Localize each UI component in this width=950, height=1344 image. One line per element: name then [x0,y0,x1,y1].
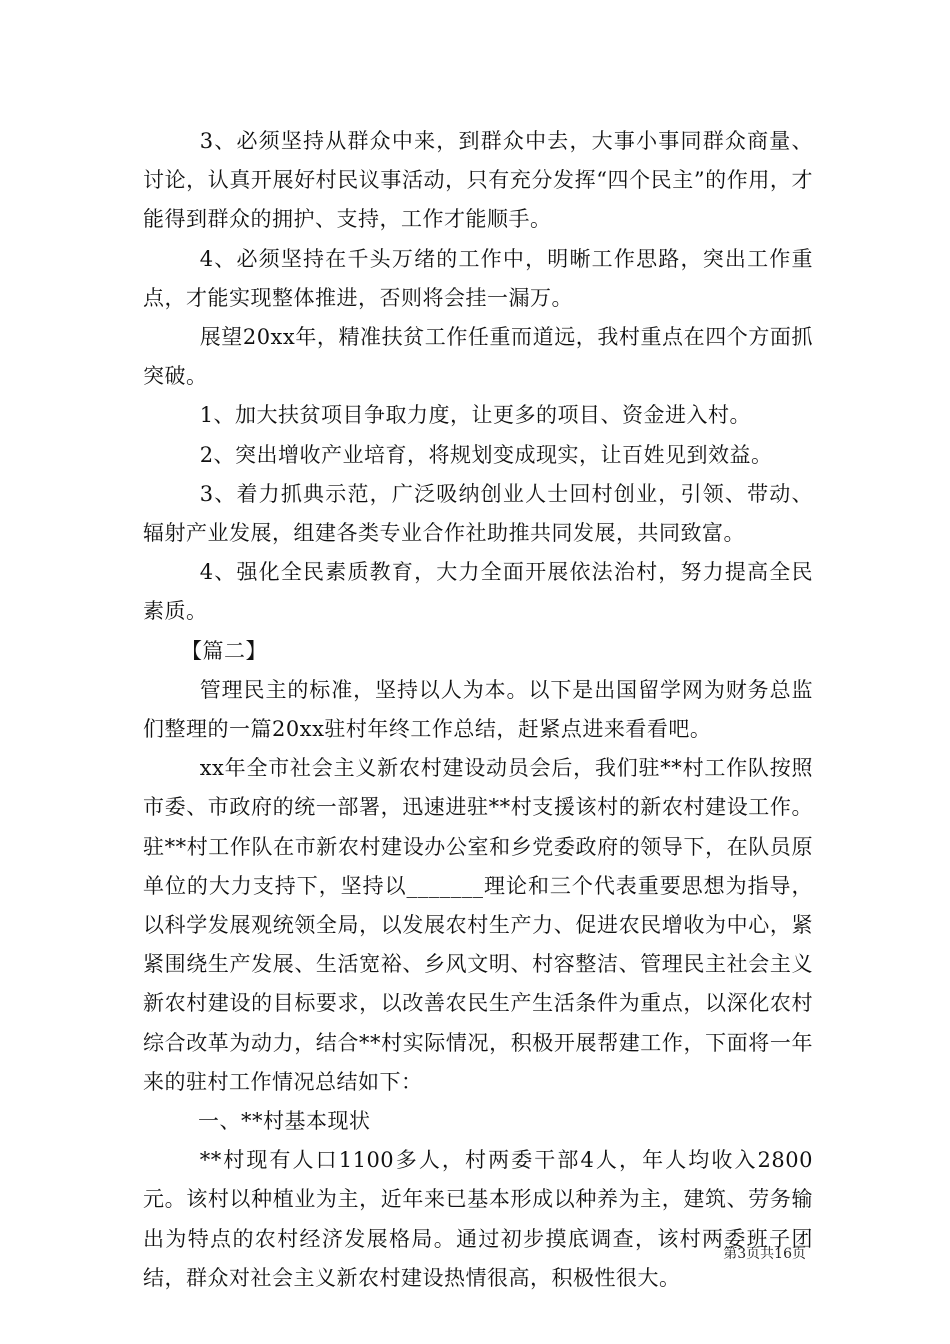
paragraph: 4、必须坚持在千头万绪的工作中，明晰工作思路，突出工作重点，才能实现整体推进，否则将会挂一漏万。 [143,246,813,310]
section-title: 【篇二】 [181,638,267,663]
subheading: 一、**村基本现状 [198,1109,371,1134]
paragraph: 1、加大扶贫项目争取力度，让更多的项目、资金进入村。 [199,403,752,428]
paragraph: **村现有人口1100多人，村两委干部4人，年人均收入2800元。该村以种植业为主，近年来已基本形成以种养为主，建筑、劳务输出为特点的农村经济发展格局。通过初步摸底调查，该村两委班子团结，群众对社会主义新农村建设热情很高，积极性很大。 [143,1148,813,1290]
paragraph: 管理民主的标准，坚持以人为本。以下是出国留学网为财务总监们整理的一篇20xx驻村年终工作总结，赶紧点进来看看吧。 [143,677,813,742]
page-number: 第3页共16页 [723,1246,806,1262]
paragraph: xx年全市社会主义新农村建设动员会后，我们驻**村工作队按照市委、市政府的统一部署，迅速进驻**村支援该村的新农村建设工作。驻**村工作队在市新农村建设办公室和乡党委政府的领导下，在队员原单位的大力支持下，坚持以_______理论和三个代表重要思想为指导，以科学发展观统领全局，以发展农村生产力、促进农民增收为中心，紧紧围绕生产发展、生活宽裕、乡风文明、村容整洁、管理民主社会主义新农村建设的目标要求，以改善农民生产生活条件为重点，以深化农村综合改革为动力，结合**村实际情况，积极开展帮建工作，下面将一年来的驻村工作情况总结如下： [143,756,813,1094]
paragraph: 3、着力抓典示范，广泛吸纳创业人士回村创业，引领、带动、辐射产业发展，组建各类专业合作社助推共同发展，共同致富。 [143,481,813,546]
paragraph: 展望20xx年，精准扶贫工作任重而道远，我村重点在四个方面抓突破。 [143,325,813,389]
page-content [143,122,813,1298]
paragraph: 4、强化全民素质教育，大力全面开展依法治村，努力提高全民素质。 [143,560,813,624]
paragraph: 2、突出增收产业培育，将规划变成现实，让百姓见到效益。 [199,442,773,467]
paragraph: 3、必须坚持从群众中来，到群众中去，大事小事同群众商量、讨论，认真开展好村民议事活动，只有充分发挥“四个民主”的作用，才能得到群众的拥护、支持，工作才能顺手。 [143,129,813,232]
